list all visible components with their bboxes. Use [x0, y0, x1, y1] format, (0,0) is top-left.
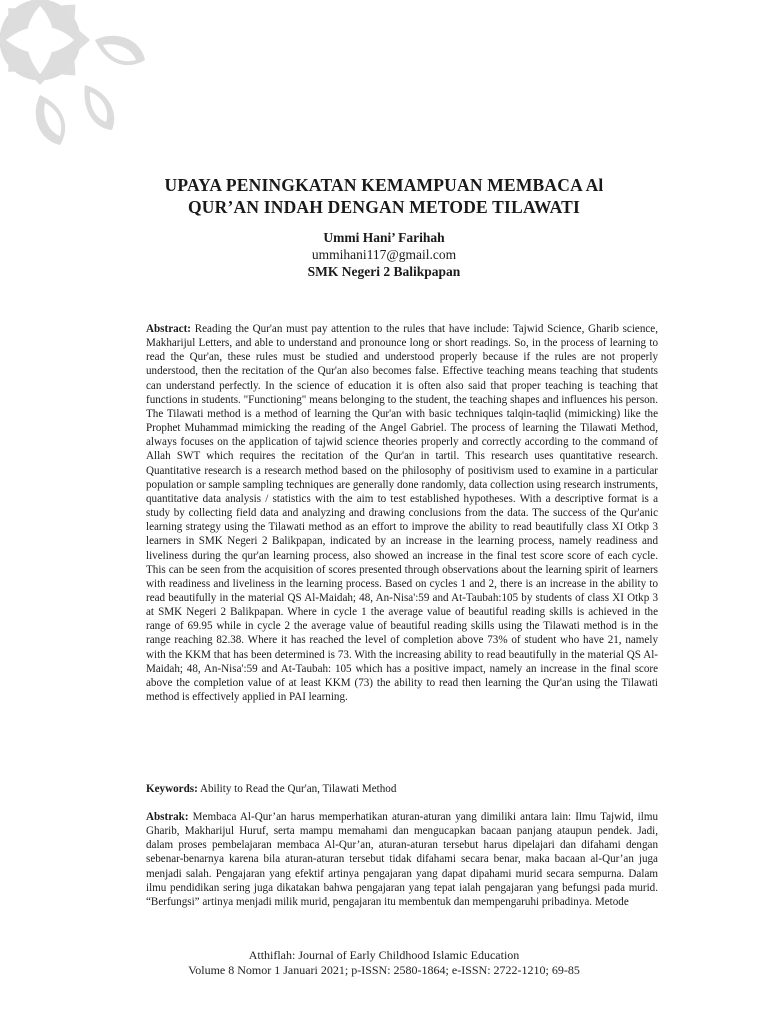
footer-journal-name: Atthiflah: Journal of Early Childhood Islamic Education — [248, 948, 520, 962]
paper-title — [120, 174, 648, 218]
abstract-label: Abstract: — [146, 323, 191, 335]
paper-title-line-1: UPAYA PENINGKATAN KEMAMPUAN MEMBACA Al — [164, 175, 604, 195]
footer-volume-info: Volume 8 Nomor 1 Januari 2021; p-ISSN: 2580-1864; e-ISSN: 2722-1210; 69-85 — [188, 963, 580, 977]
keywords-label: Keywords: — [146, 783, 198, 795]
author-email: ummihani117@gmail.com — [311, 247, 457, 262]
abstrak-text: Membaca Al-Qur’an harus memperhatikan aturan-aturan yang dimiliki antara lain: Ilmu Tajwid, ilmu Gharib, Makharijul Huruf, serta mampu memahami dan mengucapkan bacaan panjang ataupun pendek. Jadi, dalam proses pembelajaran membaca Al-Qur’an, aturan-aturan tersebut harus dipelajari dan difahami dengan sebenar-benarnya karena bila aturan-aturan tersebut tidak difahami secara benar, maka bacaan al-Qur’an juga menjadi salah. Pengajaran yang efektif artinya pengajaran yang dapat dipahami murid secara sempurna. Dalam ilmu pendidikan sering juga dikatakan bahwa pengajaran yang tepat ialah pengajaran yang befungsi pada murid. “Berfungsi” artinya menjadi milik murid, pengajaran itu membentuk dan mempengaruhi pribadinya. Metode — [146, 811, 659, 908]
page-footer — [134, 948, 634, 978]
author-block — [184, 229, 584, 280]
floral-ornament-icon — [0, 0, 150, 150]
abstract-paragraph — [146, 322, 658, 704]
keywords-paragraph — [146, 782, 658, 796]
author-name: Ummi Hani’ Farihah — [323, 230, 445, 245]
abstrak-label: Abstrak: — [146, 811, 189, 823]
abstract-text: Reading the Qur'an must pay attention to the rules that have include: Tajwid Science, Gharib science, Makharijul Letters, and able to understand and pronounce long or short readings. So, in the process of learning to read the Qur'an, these rules must be studied and understood properly because if the rules are not properly understood, then the recitation of the Qur'an also becomes false. Effective teaching means teaching that students can understand perfectly. In the science of education it is often also said that proper teaching is teaching that functions in students. "Functioning" means belonging to the student, the teaching shapes and influences his person. The Tilawati method is a method of learning the Qur'an with basic techniques talqin-taqlid (mimicking) like the Prophet Muhammad mimicking the reading of the Angel Gabriel. The process of learning the Tilawati Method, always focuses on the application of tajwid science theories properly and correctly according to the command of Allah SWT which requires the recitation of the Qur'an in tartil. This research uses quantitative research. Quantitative research is a research method based on the philosophy of positivism used to examine in a particular population or sample sampling techniques are generally done randomly, data collection using research instruments, quantitative data analysis / statistics with the aim to test established hypotheses. With a descriptive format is a study by collecting field data and analyzing and drawing conclusions from the data. The success of the Qur'anic learning strategy using the Tilawati method as an effort to improve the ability to read beautifully class XI Otkp 3 learners in SMK Negeri 2 Balikpapan, indicated by an increase in the learning process, namely readiness and liveliness during the qur'an learning process, also showed an increase in the final test score score of each cycle. This can be seen from the acquisition of scores presented through observations about the learning spirit of learners with readiness and liveliness in the learning process. Based on cycles 1 and 2, there is an increase in the ability to read beautifully in the material QS Al-Maidah; 48, An-Nisa':59 and At-Taubah:105 by students of class XI Otkp 3 at SMK Negeri 2 Balikpapan. Where in cycle 1 the average value of beautiful reading skills is achieved in the range of 69.95 while in cycle 2 the average value of beautiful reading skills using the Tilawati method is in the range reaching 82.38. Where it has reached the level of completion above 73% of student who have 21, namely with the KKM that has been determined is 73. With the increasing ability to read beautifully in the material QS Al-Maidah; 48, An-Nisa':59 and At-Taubah: 105 which has a positive impact, namely an increase in the final score above the completion value of at least KKM (73) the ability to read then learning the Qur'an using the Tilawati method is effectively applied in PAI learning. — [146, 323, 658, 704]
paper-title-line-2: QUR’AN INDAH DENGAN METODE TILAWATI — [187, 197, 581, 217]
keywords-text: Ability to Read the Qur'an, Tilawati Method — [199, 783, 397, 795]
author-affiliation: SMK Negeri 2 Balikpapan — [307, 264, 461, 279]
abstrak-paragraph — [146, 810, 658, 909]
